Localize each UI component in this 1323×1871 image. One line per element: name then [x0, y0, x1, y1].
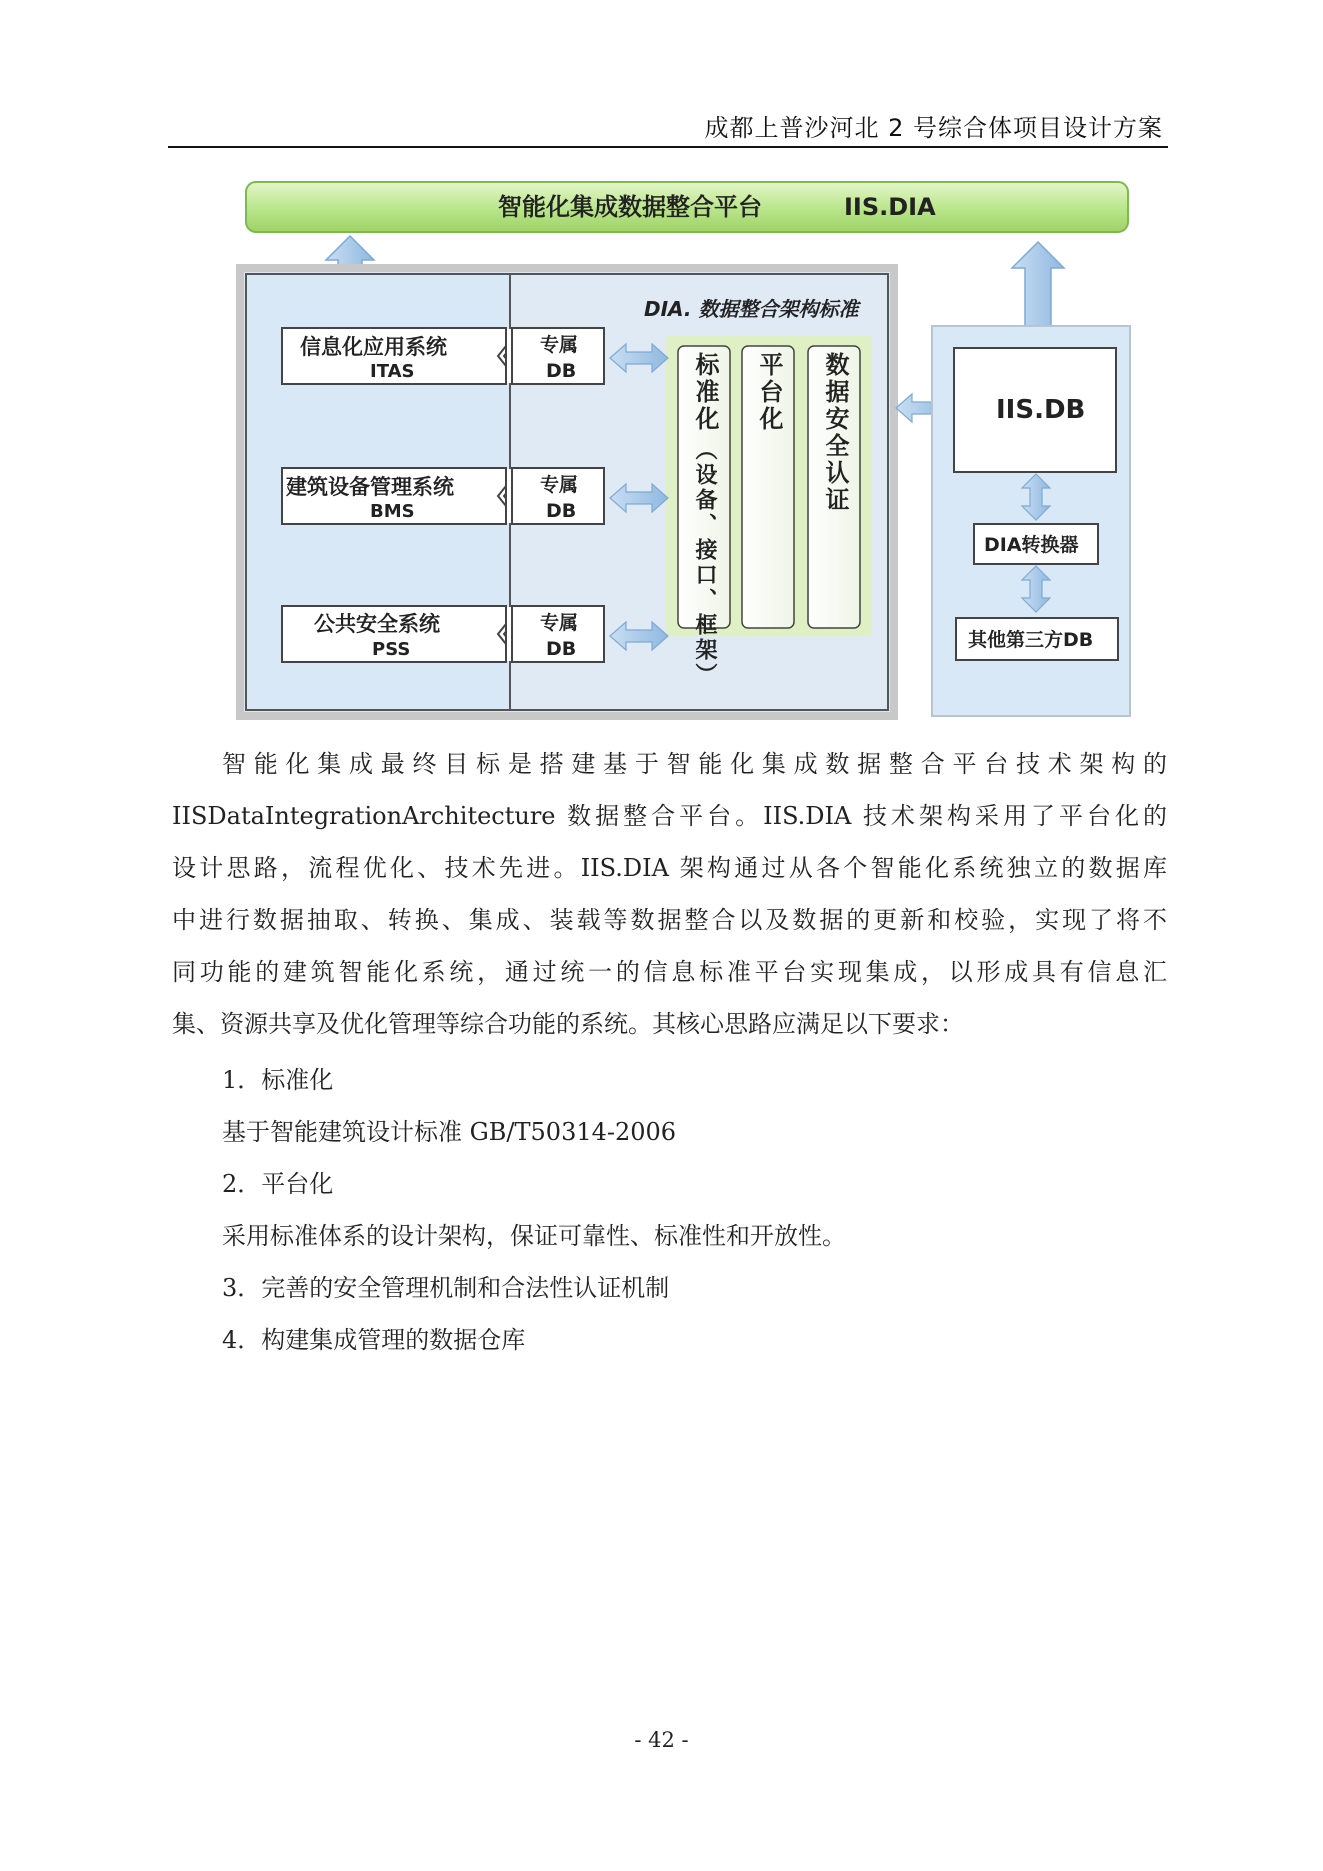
paragraph-line: IISDataIntegrationArchitecture 数据整合平台。IIS.DIA 技术架构采用了平台化的: [172, 802, 1167, 830]
paragraph-line: 设计思路，流程优化、技术先进。IIS.DIA 架构通过从各个智能化系统独立的数据库: [172, 854, 1167, 882]
page-number: - 42 -: [634, 1728, 689, 1752]
db-label-itas-2: DB: [546, 360, 577, 382]
dia-standard-title: DIA. 数据整合架构标准: [644, 297, 859, 321]
system-code-itas: ITAS: [370, 361, 415, 382]
paragraph-line: 智能化集成最终目标是搭建基于智能化集成数据整合平台技术架构的: [222, 750, 1167, 778]
column-standardization-detail: （设备、接口、框架）: [692, 438, 717, 688]
dia-converter-label: DIA转换器: [984, 534, 1079, 556]
header-rule: [168, 146, 1168, 148]
column-security-head: 数据安全认证: [821, 352, 849, 514]
db-label-itas-1: 专属: [540, 334, 579, 356]
body-paragraph: [172, 738, 1167, 1050]
system-name-pss: 公共安全系统: [314, 612, 440, 636]
running-header-title: 成都上普沙河北 2 号综合体项目设计方案: [704, 114, 1163, 142]
paragraph-line: 同功能的建筑智能化系统，通过统一的信息标准平台实现集成，以形成具有信息汇: [172, 958, 1167, 986]
system-code-bms: BMS: [370, 501, 415, 522]
requirement-item-2: 2．平台化: [222, 1170, 334, 1198]
db-label-pss-1: 专属: [540, 612, 579, 634]
top-bar-cn-label: 智能化集成数据整合平台: [498, 193, 762, 221]
paragraph-line: 中进行数据抽取、转换、集成、装载等数据整合以及数据的更新和校验，实现了将不: [172, 906, 1167, 934]
iis-db-label: IIS.DB: [996, 395, 1086, 425]
requirement-item-2-desc: 采用标准体系的设计架构，保证可靠性、标准性和开放性。: [222, 1222, 846, 1250]
up-arrow-right-icon: [1012, 242, 1064, 326]
architecture-diagram: [236, 176, 1136, 724]
requirement-item-4: 4．构建集成管理的数据仓库: [222, 1326, 526, 1354]
system-code-pss: PSS: [372, 639, 411, 660]
db-label-bms-2: DB: [546, 500, 577, 522]
paragraph-line: 集、资源共享及优化管理等综合功能的系统。其核心思路应满足以下要求：: [172, 1010, 964, 1038]
system-name-itas: 信息化应用系统: [300, 335, 447, 359]
db-label-bms-1: 专属: [540, 474, 579, 496]
third-party-db-label: 其他第三方DB: [968, 629, 1094, 651]
column-standardization-head: 标准化: [691, 352, 719, 433]
requirement-item-1-desc: 基于智能建筑设计标准 GB/T50314-2006: [222, 1118, 677, 1146]
requirement-item-1: 1．标准化: [222, 1066, 334, 1094]
system-name-bms: 建筑设备管理系统: [286, 475, 454, 499]
requirement-item-3: 3．完善的安全管理机制和合法性认证机制: [222, 1274, 670, 1302]
db-label-pss-2: DB: [546, 638, 577, 660]
column-platform-head: 平台化: [755, 352, 783, 433]
top-bar-en-label: IIS.DIA: [844, 193, 936, 221]
